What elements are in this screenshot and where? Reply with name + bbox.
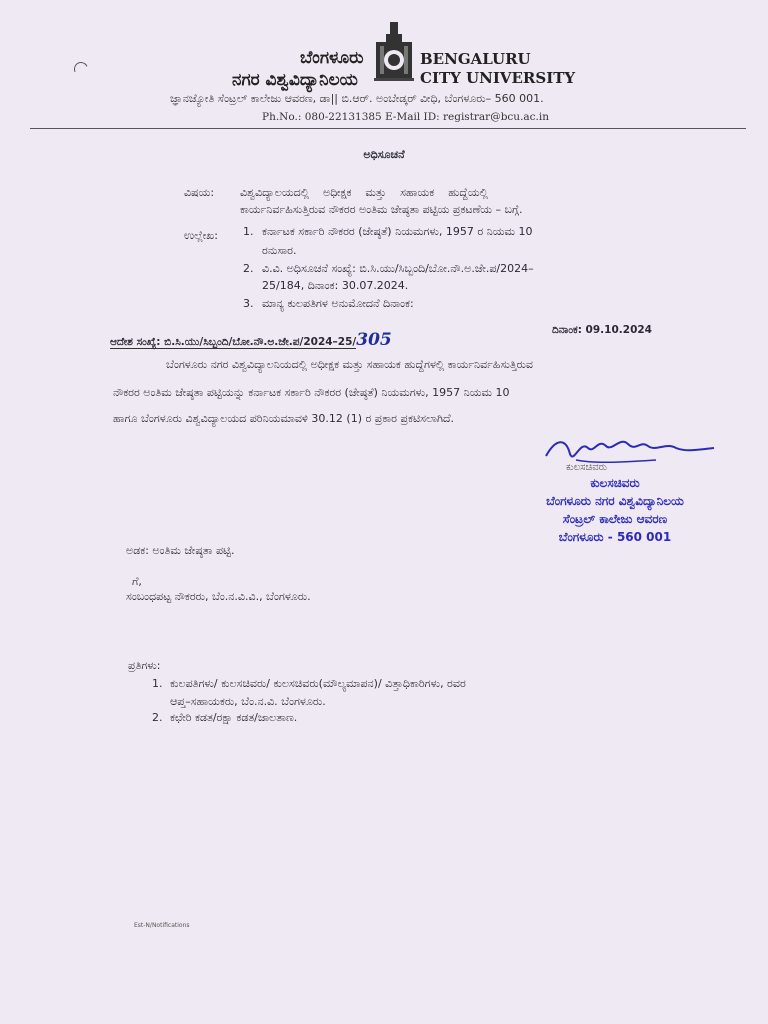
stamp-line3: ಸೆಂಟ್ರಲ್ ಕಾಲೇಜು ಆವರಣ — [562, 512, 668, 526]
reference-item — [243, 222, 254, 242]
order-number — [110, 330, 392, 350]
signatory-printed-title: ಕುಲಸಚಿವರು — [566, 462, 608, 473]
order-number-handwritten: 305 — [356, 330, 392, 350]
header-divider — [30, 128, 746, 129]
reference-text: ವಿ.ವಿ. ಅಧಿಸೂಚನೆ ಸಂಖ್ಯೆ: ಬಿ.ಸಿ.ಯು/ಸಿಬ್ಬಂದಿ/ಬೋ.ನೌ.ಅ.ಜೇ.ಪ/2024– — [262, 262, 534, 275]
references-label: ಉಲ್ಲೇಖ: — [184, 229, 218, 242]
reference-text: ಕರ್ನಾಟಕ ಸರ್ಕಾರಿ ನೌಕರರ (ಜೇಷ್ಠತೆ) ನಿಯಮಗಳು, 1957 ರ ನಿಯಮ 10 — [262, 225, 533, 238]
stamp-line4: ಬೆಂಗಳೂರು - 560 001 — [558, 530, 672, 544]
copy-number: 2. — [152, 711, 163, 724]
order-number-label: ಆದೇಶ ಸಂಖ್ಯೆ: ಬಿ.ಸಿ.ಯು/ಸಿಬ್ಬಂದಿ/ಬೋ.ನೌ.ಅ.ಜೇ.ಪ/2024–25/ — [110, 336, 357, 348]
university-name-kn-line2: ನಗರ ವಿಶ್ವವಿದ್ಯಾನಿಲಯ — [232, 70, 358, 90]
university-name-kn-line1: ಬೆಂಗಳೂರು — [300, 48, 364, 68]
reference-number: 3. — [243, 297, 254, 310]
university-name-en-line1: BENGALURU — [420, 50, 531, 68]
subject-line2: ಕಾರ್ಯನಿರ್ವಹಿಸುತ್ತಿರುವ ನೌಕರರ ಅಂತಿಮ ಜೇಷ್ಠತಾ ಪಟ್ಟಿಯ ಪ್ರಕಟಣೆಯ – ಬಗ್ಗೆ. — [240, 203, 523, 216]
footer-file-ref: Est-N/Notifications — [134, 922, 190, 929]
body-line3: ಹಾಗೂ ಬೆಂಗಳೂರು ವಿಶ್ವವಿದ್ಯಾಲಯದ ಪರಿನಿಯಮಾವಳಿ 30.12 (1) ರ ಪ್ರಕಾರ ಪ್ರಕಟಿಸಲಾಗಿದೆ. — [113, 412, 455, 425]
reference-number: 2. — [243, 262, 254, 275]
subject-label: ವಿಷಯ: — [184, 186, 215, 199]
copy-text: ಕಛೇರಿ ಕಡತ/ರಕ್ಷಾ ಕಡತ/ಜಾಲತಾಣ. — [170, 711, 298, 724]
address-kn: ಜ್ಞಾನಜ್ಯೋತಿ ಸೆಂಟ್ರಲ್ ಕಾಲೇಜು ಆವರಣ, ಡಾ|| ಬಿ.ಆರ್. ಅಂಬೇಡ್ಕರ್ ವೀಧಿ, ಬೆಂಗಳೂರು– 560 001. — [170, 92, 544, 105]
copy-text: ಕುಲಪತಿಗಳು/ ಕುಲಸಚಿವರು/ ಕುಲಸಚಿವರು(ಮೌಲ್ಯಮಾಪನ)/ ವಿತ್ತಾಧಿಕಾರಿಗಳು, ರವರ — [170, 677, 466, 690]
signature-scribble — [536, 430, 716, 470]
copy-number: 1. — [152, 677, 163, 690]
university-name-en-line2: CITY UNIVERSITY — [420, 69, 576, 87]
reference-text-cont: 25/184, ದಿನಾಂಕ: 30.07.2024. — [262, 279, 409, 292]
university-logo-icon — [374, 20, 414, 86]
enclosure: ಅಡಕ: ಅಂತಿಮ ಜೇಷ್ಠತಾ ಪಟ್ಟಿ. — [126, 544, 235, 557]
subject-line1: ವಿಶ್ವವಿದ್ಯಾಲಯದಲ್ಲಿ ಅಧೀಕ್ಷಕ ಮತ್ತು ಸಹಾಯಕ ಹುದ್ದೆಯಲ್ಲಿ — [240, 186, 488, 199]
notification-title: ಅಧಿಸೂಚನೆ — [363, 148, 405, 161]
punch-hole-mark — [72, 60, 90, 78]
to-recipient: ಸಂಬಂಧಪಟ್ಟ ನೌಕರರು, ಬೆಂ.ನ.ವಿ.ವಿ., ಬೆಂಗಳೂರು. — [126, 590, 311, 603]
to-label: ಗೆ, — [132, 575, 142, 588]
copies-label: ಪ್ರತಿಗಳು: — [128, 659, 161, 672]
reference-text: ಮಾನ್ಯ ಕುಲಪತಿಗಳ ಅನುಮೋದನೆ ದಿನಾಂಕ: — [262, 297, 414, 310]
body-line1: ಬೆಂಗಳೂರು ನಗರ ವಿಶ್ವವಿದ್ಯಾಲನಿಯದಲ್ಲಿ ಅಧೀಕ್ಷಕ ಮತ್ತು ಸಹಾಯಕ ಹುದ್ದೆಗಳಲ್ಲಿ ಕಾರ್ಯನಿರ್ವಹಿಸುತ್ತಿರುವ — [166, 358, 533, 371]
reference-text-cont: ರನುಸಾರ. — [262, 244, 297, 257]
body-line2: ನೌಕರರ ಅಂತಿಮ ಜೇಷ್ಠತಾ ಪಟ್ಟಿಯನ್ನು ಕರ್ನಾಟಕ ಸರ್ಕಾರಿ ನೌಕರರ (ಜೇಷ್ಠತೆ) ನಿಯಮಗಳು, 1957 ನಿಯಮ 10 — [113, 386, 510, 399]
order-date: ದಿನಾಂಕ: 09.10.2024 — [552, 324, 652, 336]
stamp-line1: ಕುಲಸಚಿವರು — [590, 476, 640, 490]
reference-number: 1. — [243, 225, 254, 238]
contact-info: Ph.No.: 080-22131385 E-Mail ID: registrar@bcu.ac.in — [262, 111, 550, 123]
official-stamp — [500, 474, 730, 546]
stamp-line2: ಬೆಂಗಳೂರು ನಗರ ವಿಶ್ವವಿದ್ಯಾನಿಲಯ — [546, 494, 684, 508]
copy-text-cont: ಆಪ್ತ–ಸಹಾಯಕರು, ಬೆಂ.ನ.ವಿ. ಬೆಂಗಳೂರು. — [170, 695, 326, 708]
